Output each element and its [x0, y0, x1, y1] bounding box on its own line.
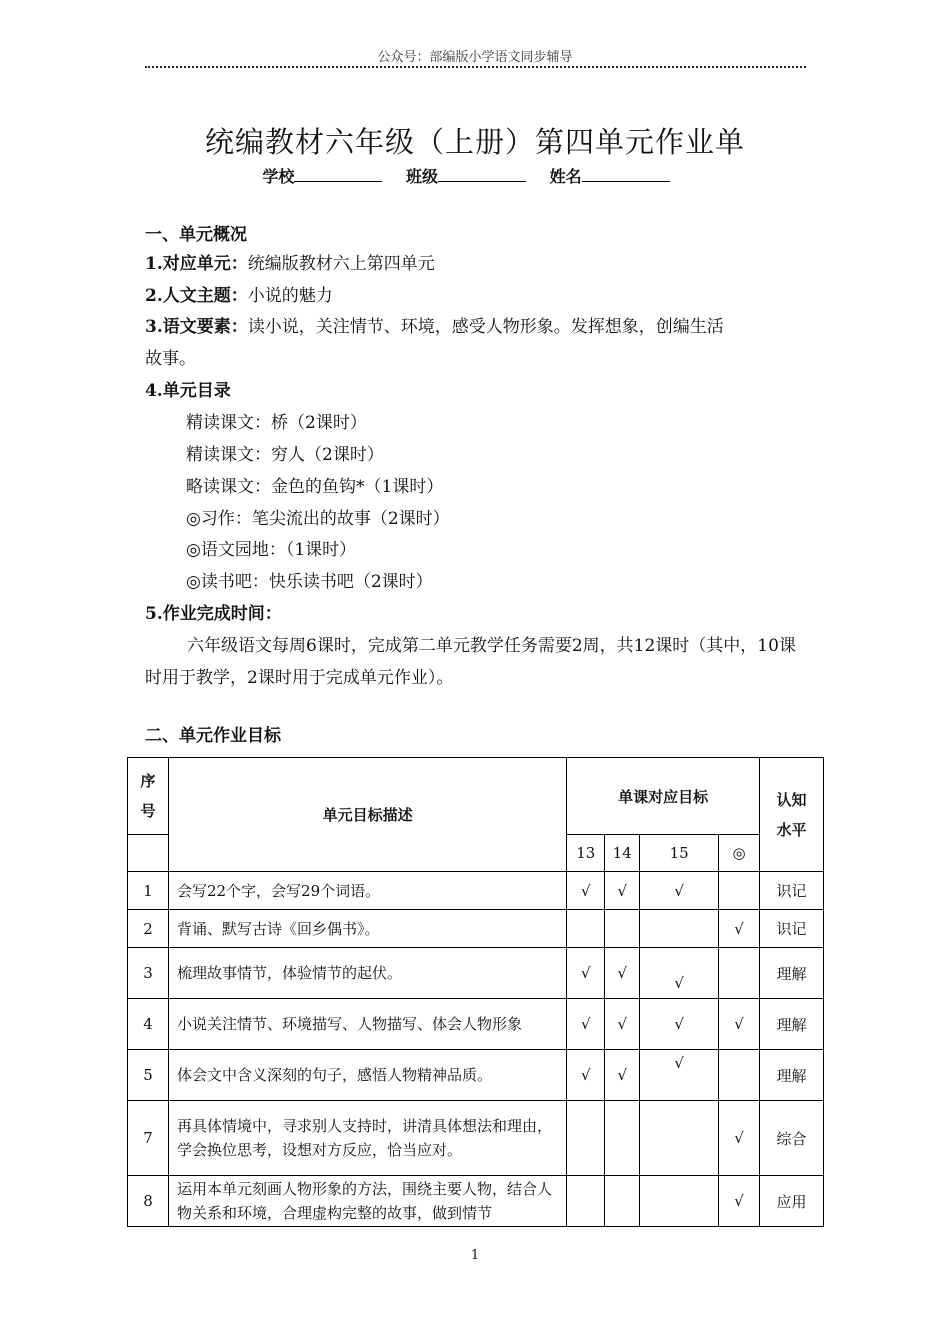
table-row: 2 背诵、默写古诗《回乡偶书》。 √ 识记: [128, 910, 824, 948]
table-row: 4 小说关注情节、环境描写、人物描写、体会人物形象 √ √ √ √ 理解: [128, 999, 824, 1050]
unit-label: 1.对应单元：: [145, 254, 248, 274]
catalog-item: ◎读书吧：快乐读书吧（2课时）: [186, 572, 433, 592]
theme-label: 2.人文主题：: [145, 286, 248, 306]
lesson-col-extra: ◎: [719, 835, 760, 872]
catalog-item: ◎语文园地：（1课时）: [186, 540, 357, 560]
catalog-item: ◎习作：笔尖流出的故事（2课时）: [186, 509, 450, 529]
catalog-item: 精读课文：桥（2课时）: [186, 413, 367, 433]
table-row: 1 会写22个字，会写29个词语。 √ √ √ 识记: [128, 872, 824, 910]
elements-continued: 故事。: [145, 349, 196, 369]
header-no-cell: [128, 835, 169, 872]
lesson-col-13: 13: [567, 835, 605, 872]
name-label: 姓名: [549, 167, 582, 186]
catalog-heading: 4.单元目录: [145, 381, 231, 401]
time-paragraph: 六年级语文每周6课时，完成第二单元教学任务需要2周，共12课时（其中，10课时用于教学，2课时用于完成单元作业）。: [145, 636, 796, 688]
header-level: 认知水平: [760, 758, 824, 872]
school-blank[interactable]: [294, 167, 382, 182]
student-info-line: [0, 164, 950, 187]
lesson-col-15: 15: [640, 835, 719, 872]
name-blank[interactable]: [582, 167, 670, 182]
class-label: 班级: [405, 167, 438, 186]
theme-item: [145, 280, 807, 312]
elements-item: [145, 311, 807, 343]
class-blank[interactable]: [438, 167, 526, 182]
header-lesson-targets: 单课对应目标: [567, 758, 760, 835]
time-heading: 5.作业完成时间：: [145, 604, 282, 624]
catalog-item: 略读课文：金色的鱼钩*（1课时）: [186, 477, 444, 497]
theme-value: 小说的魅力: [247, 286, 333, 306]
header-divider: [145, 66, 806, 68]
header-no: 序号: [128, 758, 169, 835]
table-row: 7 再具体情境中，寻求别人支持时，讲清具体想法和理由，学会换位思考，设想对方反应，恰当应对。 √ 综合: [128, 1101, 824, 1176]
lesson-col-14: 14: [605, 835, 640, 872]
page-title: 统编教材六年级（上册）第四单元作业单: [204, 125, 745, 159]
table-row: 3 梳理故事情节，体验情节的起伏。 √ √ √ 理解: [128, 948, 824, 999]
catalog-item: 精读课文：穷人（2课时）: [186, 445, 384, 465]
section1-heading: 一、单元概况: [145, 225, 247, 245]
unit-value: 统编版教材六上第四单元: [247, 254, 435, 274]
page-number: 1: [470, 1248, 480, 1263]
elements-label: 3.语文要素：: [145, 317, 248, 337]
section2-heading: 二、单元作业目标: [145, 726, 281, 746]
unit-item: [145, 248, 807, 280]
header-desc: 单元目标描述: [168, 758, 566, 872]
table-row: 5 体会文中含义深刻的句子，感悟人物精神品质。 √ √ √ 理解: [128, 1050, 824, 1101]
school-label: 学校: [262, 167, 295, 186]
table-row: 8 运用本单元刻画人物形象的方法，围绕主要人物，结合人物关系和环境，合理虚构完整的故事，做到情节 √ 应用: [128, 1176, 824, 1227]
objectives-table: [127, 757, 824, 1227]
page-header: 公众号：部编版小学语文同步辅导: [377, 50, 573, 65]
elements-value: 读小说，关注情节、环境，感受人物形象。发挥想象，创编生活: [247, 317, 724, 337]
